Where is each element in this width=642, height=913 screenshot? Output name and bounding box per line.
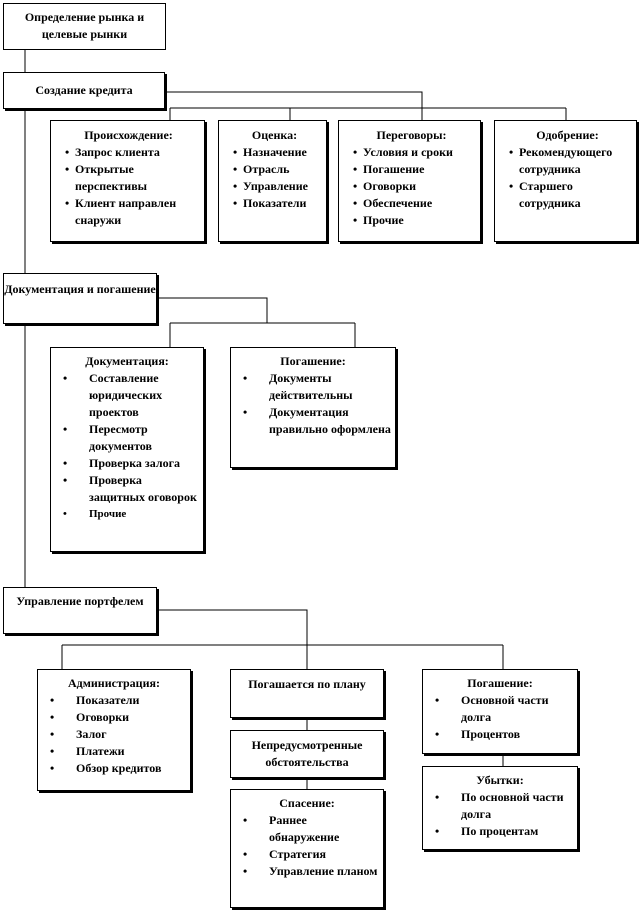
final-repayment-box [422, 669, 578, 754]
list-item: • Проверка защитных оговорок [55, 472, 199, 506]
list-item: • По процентам [427, 823, 573, 840]
evaluation-list [227, 144, 322, 212]
repayment-list [235, 370, 391, 438]
list-item: • Обеспечение [347, 195, 476, 212]
origin-box [50, 120, 205, 242]
list-item: • По основной части долга [427, 789, 573, 823]
evaluation-box [218, 120, 327, 242]
unforeseen-box [230, 730, 384, 778]
list-item: • Погашение [347, 161, 476, 178]
rescue-title: Спасение: [279, 796, 335, 810]
list-item: • Обзор кредитов [42, 760, 186, 777]
documentation-title: Документация: [85, 354, 169, 368]
credit-creation-title: Создание кредита [35, 83, 133, 97]
list-item: • Платежи [42, 743, 186, 760]
list-item: • Управление планом [235, 863, 379, 880]
list-item: • Оговорки [42, 709, 186, 726]
list-item: • Проверка залога [55, 455, 199, 472]
documentation-box [50, 347, 204, 552]
administration-list [42, 692, 186, 777]
list-item: • Условия и сроки [347, 144, 476, 161]
list-item: • Пересмотр документов [55, 421, 199, 455]
list-item: • Оговорки [347, 178, 476, 195]
evaluation-title: Оценка: [251, 128, 298, 142]
approval-title: Одобрение: [536, 128, 599, 142]
list-item: • Документы действительны [235, 370, 391, 404]
final-repayment-title: Погашение: [467, 676, 533, 690]
unforeseen-title: Непредусмотренные обстоятельства [251, 738, 363, 769]
portfolio-management-title: Управление портфелем [16, 594, 144, 608]
rescue-box [230, 789, 384, 908]
list-item: • Показатели [227, 195, 322, 212]
list-item: • Рекомендующего сотрудника [503, 144, 632, 178]
list-item: • Управление [227, 178, 322, 195]
list-item: • Клиент направлен снаружи [59, 195, 198, 229]
list-item: • Раннее обнаружение [235, 812, 379, 846]
market-definition-box [3, 3, 166, 50]
list-item: • Стратегия [235, 846, 379, 863]
rescue-list [235, 812, 379, 880]
market-definition-title: Определение рынка и целевые рынки [24, 10, 145, 41]
losses-list [427, 789, 573, 840]
credit-creation-box [3, 72, 165, 109]
on-plan-box [230, 669, 384, 718]
list-item: • Прочие [55, 506, 199, 523]
documentation-repayment-title: Документация и погашение [4, 282, 156, 296]
losses-box [422, 766, 578, 850]
list-item: • Процентов [427, 726, 573, 743]
on-plan-title: Погашается по плану [248, 677, 366, 691]
list-item: • Открытые перспективы [59, 161, 198, 195]
approval-list [503, 144, 632, 212]
repayment-box [230, 347, 396, 468]
list-item: • Показатели [42, 692, 186, 709]
list-item: • Основной части долга [427, 692, 573, 726]
negotiation-list [347, 144, 476, 229]
approval-box [494, 120, 637, 242]
negotiation-box [338, 120, 481, 242]
losses-title: Убытки: [476, 773, 524, 787]
origin-list [59, 144, 198, 229]
list-item: • Отрасль [227, 161, 322, 178]
negotiation-title: Переговоры: [376, 128, 447, 142]
list-item: • Составление юридических проектов [55, 370, 199, 421]
origin-title: Происхождение: [84, 128, 173, 142]
list-item: • Назначение [227, 144, 322, 161]
portfolio-management-box [3, 587, 157, 634]
documentation-repayment-box [3, 273, 157, 324]
final-repayment-list [427, 692, 573, 743]
list-item: • Запрос клиента [59, 144, 198, 161]
list-item: • Старшего сотрудника [503, 178, 632, 212]
documentation-list [55, 370, 199, 523]
list-item: • Документация правильно оформлена [235, 404, 391, 438]
administration-box [37, 669, 191, 791]
administration-title: Администрация: [67, 676, 160, 690]
repayment-title: Погашение: [280, 354, 346, 368]
list-item: • Залог [42, 726, 186, 743]
list-item: • Прочие [347, 212, 476, 229]
